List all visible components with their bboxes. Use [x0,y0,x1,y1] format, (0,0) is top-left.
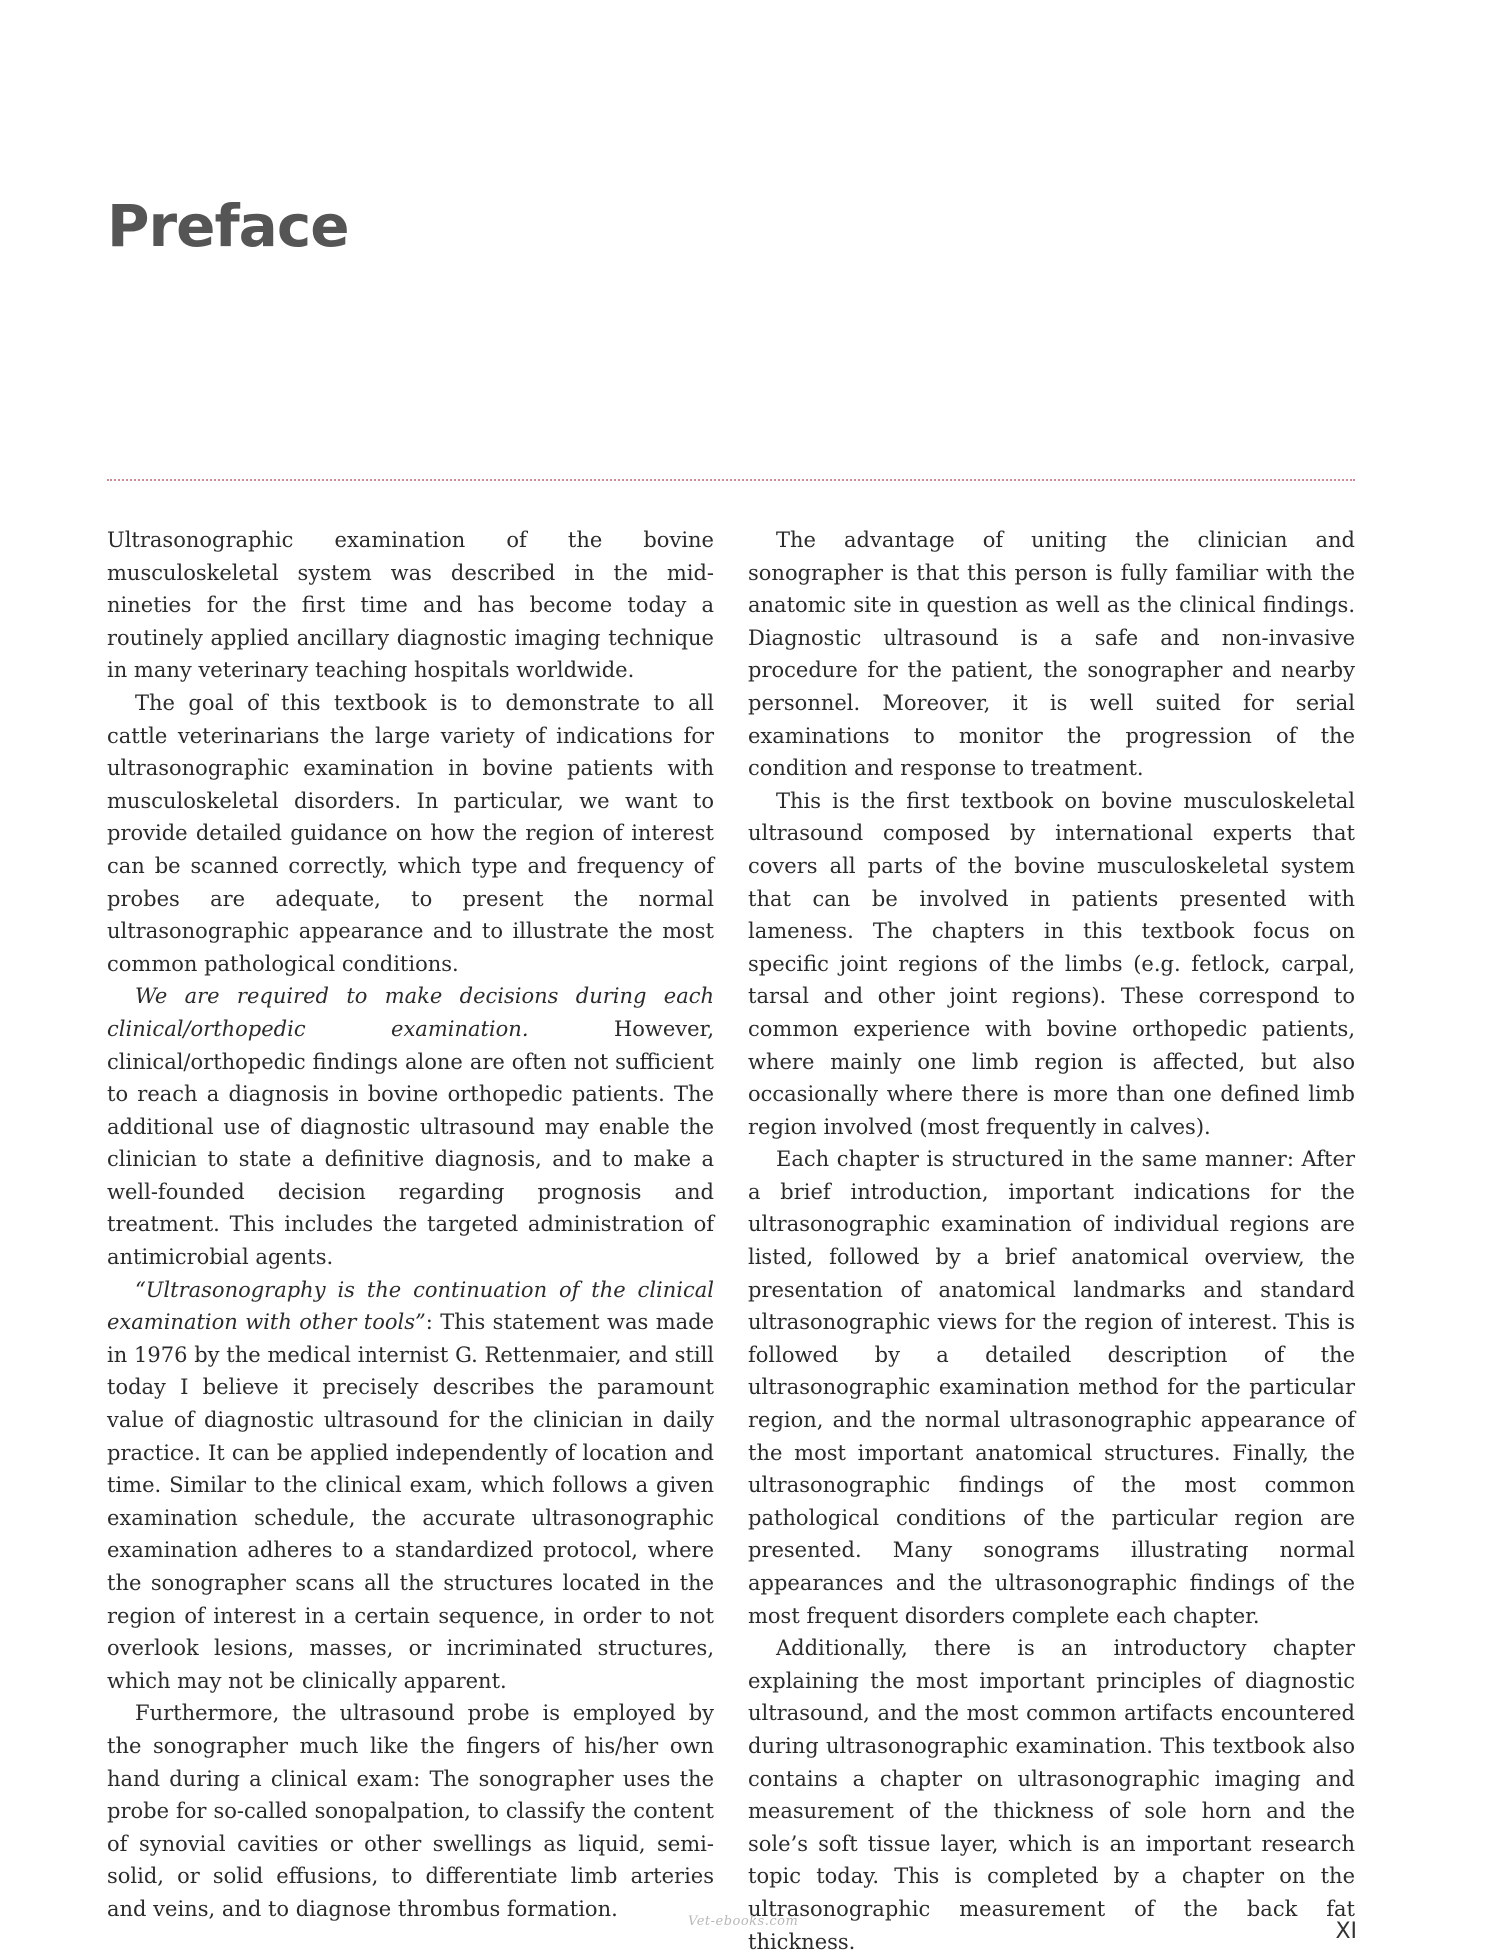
paragraph-text: However, clinical/orthopedic findings alone are often not sufficient to reach a diagnosis in bovine orthopedic patients. The additional use of diagnostic ultrasound may enable the clinician to state a definitive diagnosis, and to make a well-founded decision regarding prognosis and treatment. This includes the targeted administration of antimicrobial agents. [107,1016,714,1270]
paragraph [107,980,714,1273]
page-number: XI [1335,1919,1357,1944]
paragraph: Additionally, there is an introductory chapter explaining the most important principles of diagnostic ultrasound, and the most common artifacts encountered during ultrasonographic examination. This textbook also contains a chapter on ultrasonographic imaging and measurement of the thickness of sole horn and the sole’s soft tissue layer, which is an important research topic today. This is completed by a chapter on the ultrasonographic measurement of the back fat thickness. [748,1636,1355,1954]
paragraph-text: : This statement was made in 1976 by the medical internist G. Rettenmaier, and still today I believe it precisely describes the paramount value of diagnostic ultrasound for the clinician in daily practice. It can be applied independently of location and time. Similar to the clinical exam, which follows a given examination schedule, the accurate ultrasonographic examination adheres to a standardized protocol, where the sonographer scans all the structures located in the region of interest in a certain sequence, in order to not overlook lesions, masses, or incriminated structures, which may not be clinically apparent. [107,1310,714,1693]
italic-phrase: We are required to make decisions during each clinical/orthopedic examination. [107,984,714,1041]
paragraph: Each chapter is structured in the same manner: After a brief introduction, important indications for the ultrasonographic examination of individual regions are listed, followed by a brief anatomical overview, the presentation of anatomical landmarks and standard ultrasonographic views for the region of interest. This is followed by a detailed description of the ultrasonographic examination method for the particular region, and the normal ultrasonographic appearance of the most important anatomical structures. Finally, the ultrasonographic findings of the most common pathological conditions of the particular region are presented. Many sonograms illustrating normal appearances and the ultrasonographic findings of the most frequent disorders complete each chapter. [748,1147,1355,1628]
paragraph: The goal of this textbook is to demonstrate to all cattle veterinarians the large variety of indications for ultrasonographic examination in bovine patients with musculoskeletal disorders. In particular, we want to provide detailed guidance on how the region of interest can be scanned correctly, which type and frequency of probes are adequate, to present the normal ultrasonographic appearance and to illustrate the most common pathological conditions. [107,690,714,976]
page-title: Preface [107,192,349,260]
paragraph: This is the first textbook on bovine musculoskeletal ultrasound composed by international experts that covers all parts of the bovine musculoskeletal system that can be involved in patients presented with lameness. The chapters in this textbook focus on specific joint regions of the limbs (e.g. fetlock, carpal, tarsal and other joint regions). These correspond to common experience with bovine orthopedic patients, where mainly one limb region is affected, but also occasionally where there is more than one defined limb region involved (most frequently in calves). [748,788,1355,1139]
paragraph [107,1274,714,1698]
section-divider [107,479,1355,481]
paragraph: Ultrasonographic examination of the bovine musculoskeletal system was described in the mid-nineties for the first time and has become today a routinely applied ancillary diagnostic imaging technique in many veterinary teaching hospitals worldwide. [107,528,714,683]
right-column [748,524,1355,1958]
paragraph: The advantage of uniting the clinician and sonographer is that this person is fully familiar with the anatomic site in question as well as the clinical findings. Diagnostic ultrasound is a safe and non-invasive procedure for the patient, the sonographer and nearby personnel. Moreover, it is well suited for serial examinations to monitor the progression of the condition and response to treatment. [748,528,1355,781]
paragraph: Furthermore, the ultrasound probe is employed by the sonographer much like the fingers of his/her own hand during a clinical exam: The sonographer uses the probe for so-called sonopalpation, to classify the content of synovial cavities or other swellings as liquid, semi-solid, or solid effusions, to differentiate limb arteries and veins, and to diagnose thrombus formation. [107,1701,714,1921]
italic-quote: “Ultrasonography is the continuation of the clinical examination with other tools” [107,1277,714,1335]
watermark: Vet-ebooks.com [688,1914,799,1929]
left-column [107,524,714,1926]
